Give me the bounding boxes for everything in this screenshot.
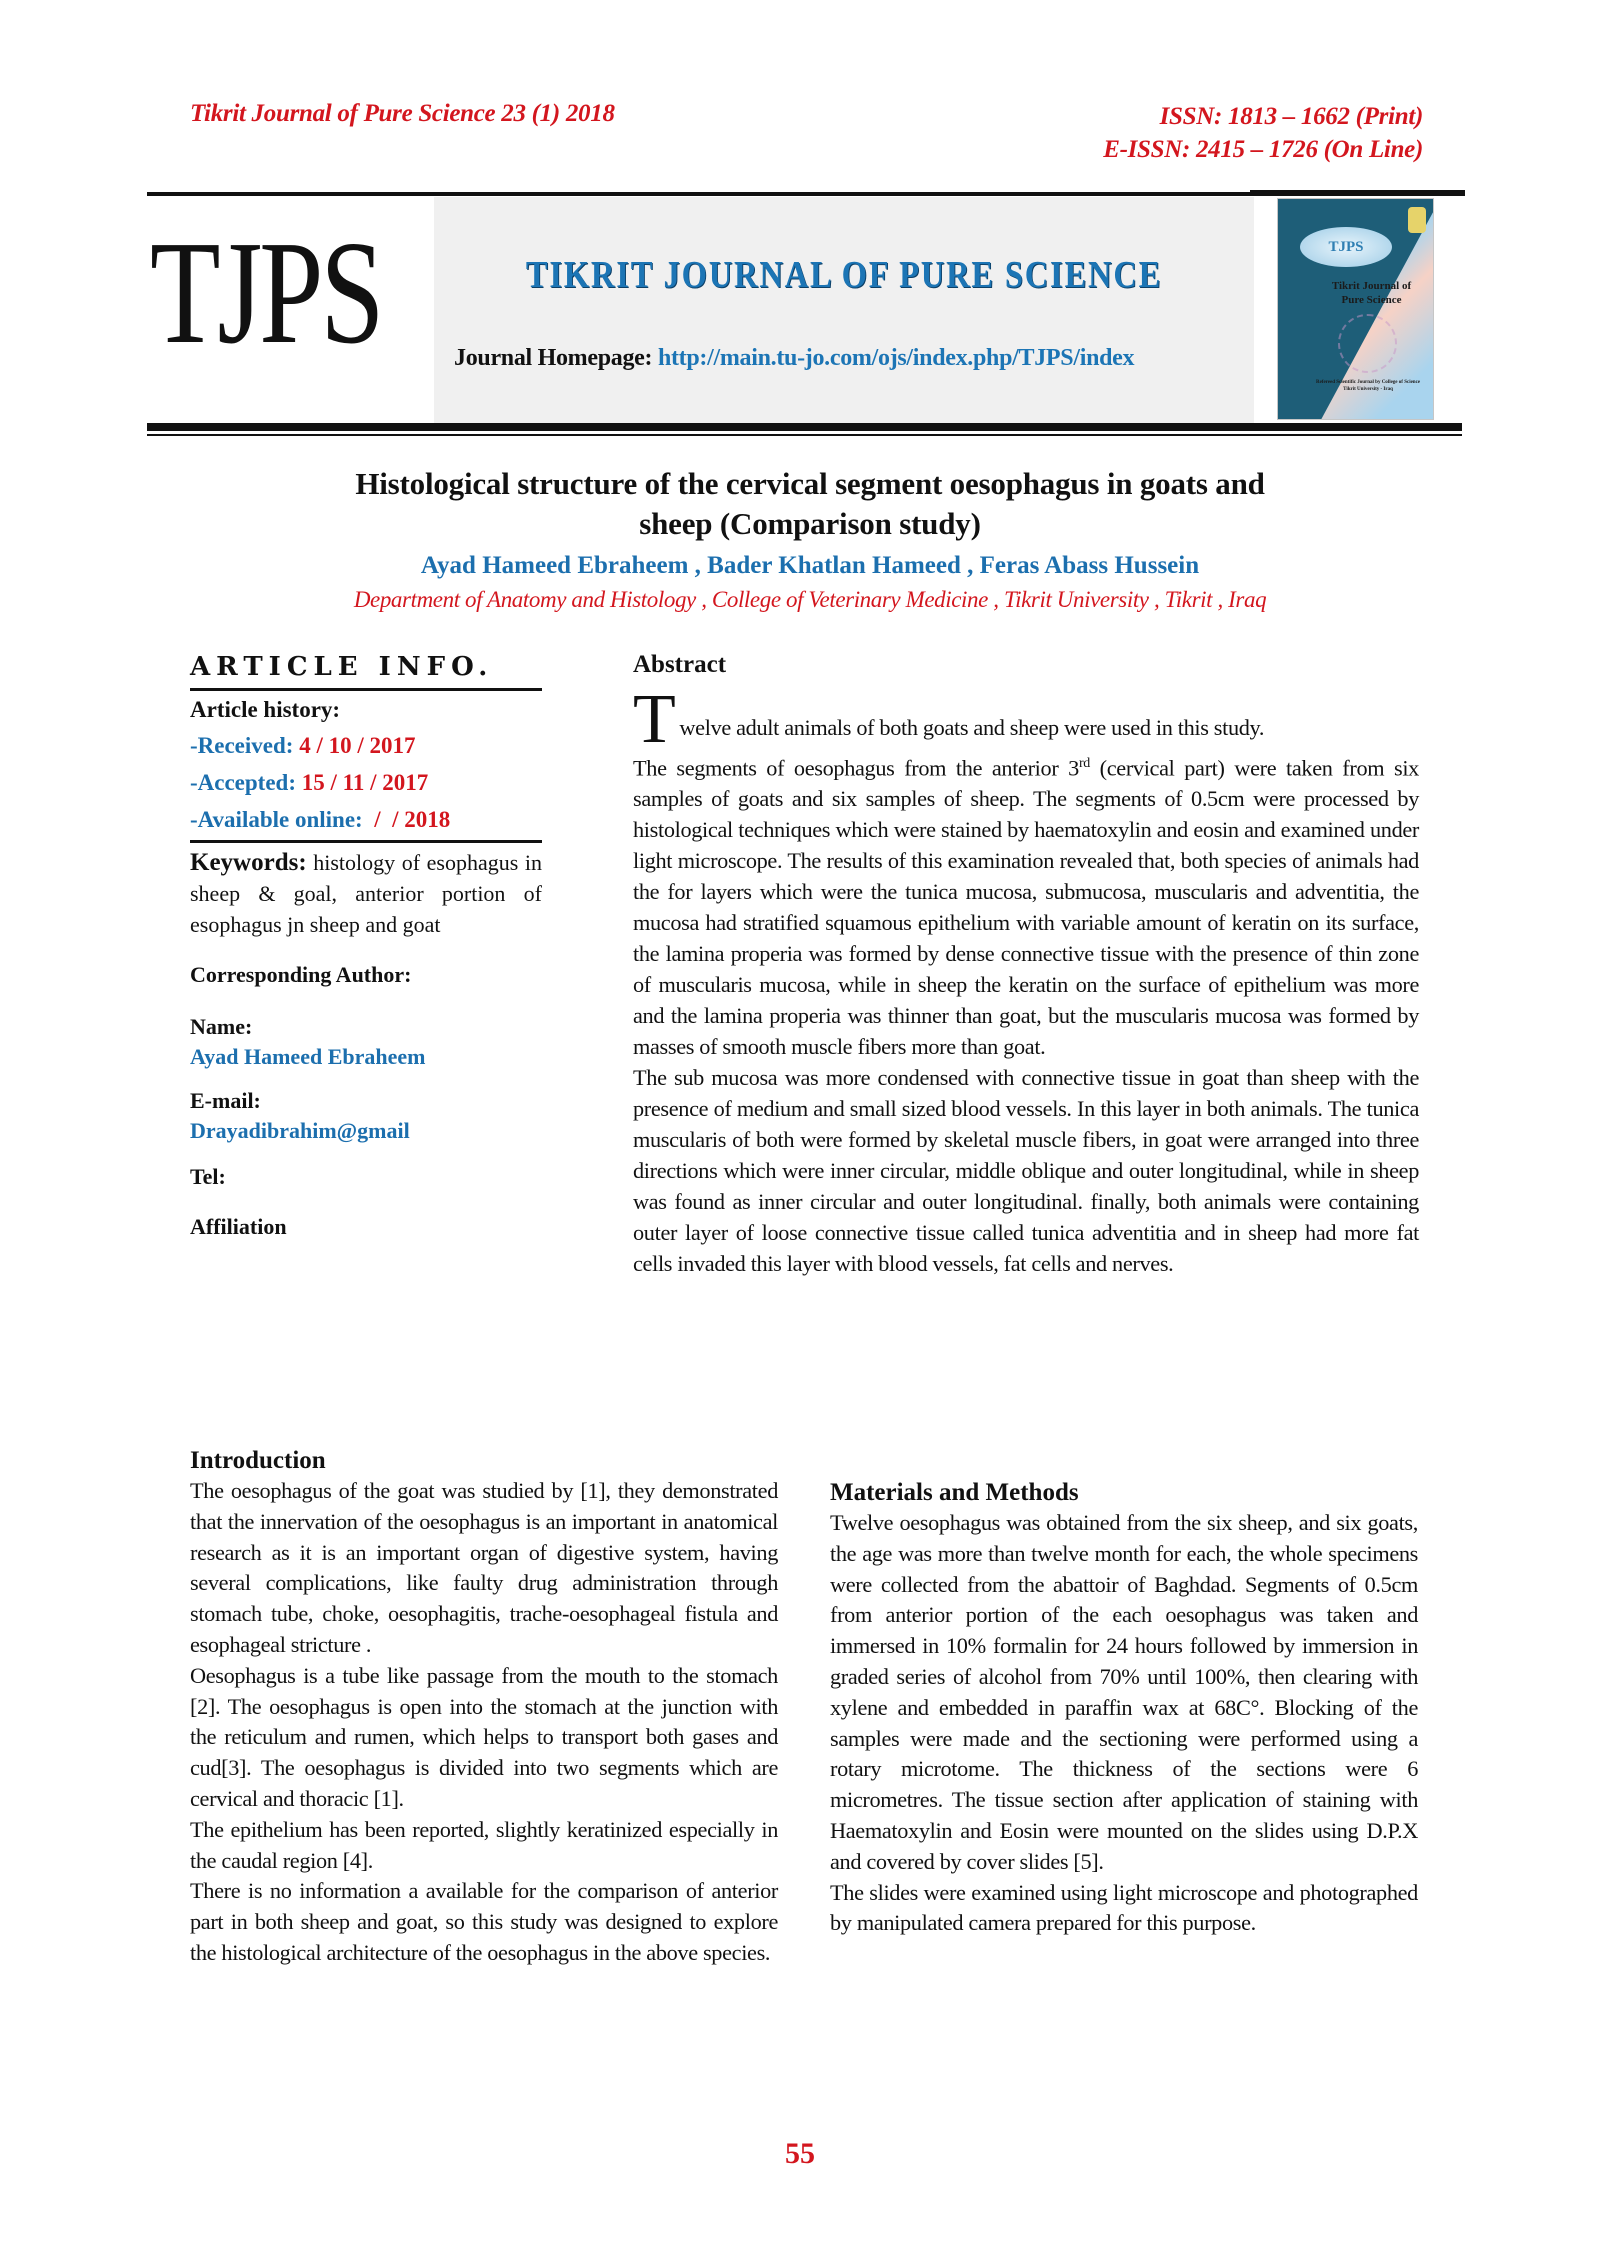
author-email[interactable]: Drayadibrahim@gmail — [190, 1118, 410, 1143]
abstract-first-line: welve adult animals of both goats and sheep were used in this study. — [679, 715, 1265, 740]
abstract-body — [633, 681, 1419, 1279]
methods-heading: Materials and Methods — [830, 1479, 1079, 1506]
abstract-text: (cervical part) were taken from six samples of goats and six samples of sheep. The segments of 0.5cm were processed by histological techniques which were stained by haematoxylin and eosin and examined under light microscope. The results of this examination revealed that, both species of animals had the for layers which were the tunica mucosa, submucosa, muscularis and adventitia, the mucosa had stratified squamous epithelium with variable amount of keratin on its surface, the lamina properia was formed by dense connective tissue with the presence of thin zone of muscularis mucosa, while in sheep the keratin on the surface of epithelium was more and the lamina properia was thinner than goat, but the muscularis mucosa was formed by masses of smooth muscle fibers more than goat. — [633, 755, 1419, 1060]
abstract-section — [633, 648, 1419, 1279]
history-available-online — [190, 801, 542, 838]
cover-seal-icon — [1338, 314, 1397, 373]
page-number: 55 — [785, 2137, 815, 2170]
superscript: rd — [1078, 756, 1090, 771]
cover-journal-name — [1314, 279, 1429, 307]
issn-online: E-ISSN: 2415 – 1726 (On Line) — [1103, 136, 1423, 163]
university-emblem-icon — [1408, 207, 1426, 233]
affiliation-label: Affiliation — [190, 1214, 287, 1239]
divider — [190, 688, 542, 691]
methods-section — [830, 1478, 1418, 1939]
introduction-paragraph: The epithelium has been reported, slightly keratinized especially in the caudal region [4]. — [190, 1816, 778, 1873]
abstract-heading: Abstract — [633, 651, 727, 678]
homepage-link[interactable]: http://main.tu-jo.com/ojs/index.php/TJPS/index — [657, 345, 1135, 371]
article-title — [200, 464, 1420, 544]
abstract-dropcap: T — [633, 681, 676, 758]
divider — [190, 840, 542, 843]
article-history-label: Article history: — [190, 697, 341, 722]
introduction-paragraph: There is no information a available for the comparison of anterior part in both sheep and goat, so this study was designed to explore the histological architecture of the oesophagus in the above species. — [190, 1878, 778, 1965]
cover-footer-line: Refereed Scientific Journal by College of Science — [1315, 380, 1421, 385]
journal-homepage — [454, 345, 1274, 372]
tel-label: Tel: — [190, 1164, 226, 1189]
article-authors: Ayad Hameed Ebraheem , Bader Khatlan Hameed , Feras Abass Hussein — [420, 552, 1200, 579]
cover-footer-line: Tikrit University - Iraq — [1343, 387, 1393, 392]
author-name: Ayad Hameed Ebraheem — [190, 1044, 426, 1069]
email-label: E-mail: — [190, 1088, 261, 1113]
cover-name-line: Tikrit Journal of — [1331, 280, 1412, 292]
tjps-logo: TJPS — [150, 211, 382, 375]
keywords-label: Keywords: — [190, 849, 307, 876]
journal-cover-image — [1277, 198, 1434, 420]
issn-block — [1103, 100, 1423, 166]
history-label: -Available online: — [190, 807, 369, 832]
history-label: -Accepted: — [190, 770, 302, 795]
methods-paragraph: Twelve oesophagus was obtained from the six sheep, and six goats, the age was more than twelve month for each, the whole specimens were collected from the abattoir of Baghdad. Segments of 0.5cm from anterior portion of the each oesophagus was taken and immersed in 10% formalin for 24 hours followed by immersion in graded series of alcohol from 70% until 100%, then clearing with xylene and embedded in paraffin wax at 68C°. Blocking of the samples were made and the sectioning were performed using a rotary microtome. The thickness of the sections were 6 micrometres. The tissue section after application of staining with Haematoxylin and Eosin were mounted on the slides using D.P.X and covered by cover slides [5]. — [830, 1510, 1418, 1874]
introduction-paragraph: The oesophagus of the goat was studied by [1], they demonstrated that the innervation of the oesophagus is an important in anatomical research as it is an important organ of digestive system, having several complications, like faulty drug administration through stomach tube, choke, oesophagitis, trache-oesophageal fistula and esophageal stricture . — [190, 1478, 778, 1657]
history-received — [190, 727, 542, 764]
abstract-text: The segments of oesophagus from the anterior 3 — [633, 755, 1079, 781]
header-rule-bottom-thick — [147, 423, 1462, 431]
keywords-text: histology of esophagus in sheep & goal, anterior portion of esophagus jn sheep and goat — [190, 850, 542, 937]
header-rule-bottom-thin — [147, 434, 1462, 436]
title-line-2: sheep (Comparison study) — [639, 506, 981, 541]
abstract-paragraph — [633, 748, 1419, 1062]
journal-banner — [434, 197, 1254, 423]
keywords — [190, 847, 542, 940]
article-info-heading: ARTICLE INFO. — [190, 652, 494, 682]
article-info-panel — [190, 652, 542, 1242]
cover-name-line: Pure Science — [1341, 294, 1402, 306]
journal-name: TIKRIT JOURNAL OF PURE SCIENCE — [525, 254, 1163, 296]
introduction-paragraph: Oesophagus is a tube like passage from the mouth to the stomach [2]. The oesophagus is open into the stomach at the junction with the reticulum and rumen, which helps to transport both gases and cud[3]. The oesophagus is divided into two segments which are cervical and thoracic [1]. — [190, 1662, 778, 1811]
methods-paragraph: The slides were examined using light microscope and photographed by manipulated camera prepared for this purpose. — [830, 1879, 1418, 1936]
history-value: / / 2018 — [368, 807, 451, 832]
introduction-heading: Introduction — [190, 1447, 326, 1474]
history-value: 15 / 11 / 2017 — [301, 770, 429, 795]
header-rule-top-thick — [1250, 190, 1465, 196]
history-accepted — [190, 764, 542, 801]
cover-footer — [1308, 379, 1428, 393]
title-line-1: Histological structure of the cervical segment oesophagus in goats and — [355, 466, 1265, 501]
homepage-label: Journal Homepage: — [454, 345, 653, 371]
article-affiliation: Department of Anatomy and Histology , College of Veterinary Medicine , Tikrit University , Tikrit , Iraq — [353, 587, 1267, 612]
corresponding-author-label: Corresponding Author: — [190, 962, 412, 987]
name-label: Name: — [190, 1014, 253, 1039]
abstract-paragraph: The sub mucosa was more condensed with connective tissue in goat than sheep with the presence of medium and small sized blood vessels. In this layer in both animals. The tunica muscularis of both were formed by skeletal muscle fibers, in goat were arranged into three directions which were inner circular, middle oblique and outer longitudinal, while in sheep was found as inner circular and outer longitudinal. finally, both animals were containing outer layer of loose connective tissue called tunica adventitia and in sheep had more fat cells invaded this layer with blood vessels, fat cells and nerves. — [633, 1065, 1419, 1277]
history-value: 4 / 10 / 2017 — [299, 733, 416, 758]
cover-oval-logo: TJPS — [1300, 227, 1392, 267]
history-label: -Received: — [190, 733, 300, 758]
journal-citation: Tikrit Journal of Pure Science 23 (1) 2018 — [190, 100, 615, 127]
issn-print: ISSN: 1813 – 1662 (Print) — [1159, 103, 1423, 130]
introduction-section — [190, 1446, 778, 1969]
